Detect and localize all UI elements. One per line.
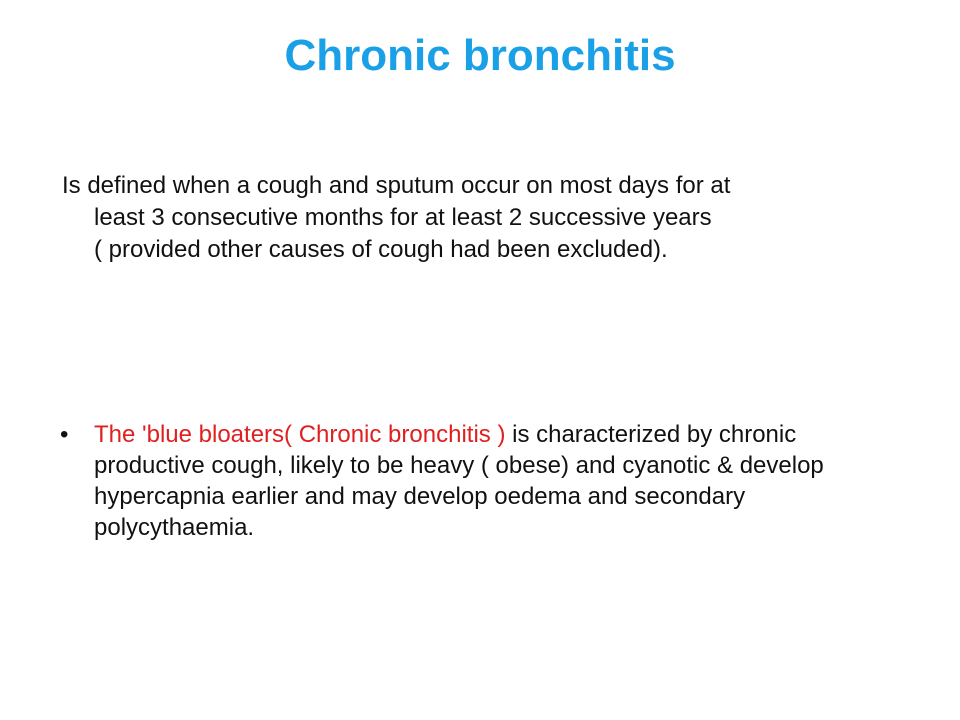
bullet-item-blue-bloaters: [62, 419, 882, 543]
slide-title: Chronic bronchitis: [284, 31, 676, 80]
bullet-point-icon: •: [60, 421, 69, 448]
bullet-body-text: is characterized by chronic productive cough, likely to be heavy ( obese) and cyanotic & develop hypercapnia earlier and may develop oedema and secondary polycythaemia.: [94, 421, 824, 541]
bullet-list: [62, 419, 882, 543]
bullet-highlight-text: The 'blue bloaters( Chronic bronchitis ): [94, 421, 506, 448]
definition-line-3: ( provided other causes of cough had been excluded).: [94, 236, 668, 263]
definition-line-1: Is defined when a cough and sputum occur on most days for at: [62, 172, 731, 199]
definition-line-2: least 3 consecutive months for at least 2 successive years: [94, 204, 712, 231]
definition-paragraph: [62, 170, 882, 266]
